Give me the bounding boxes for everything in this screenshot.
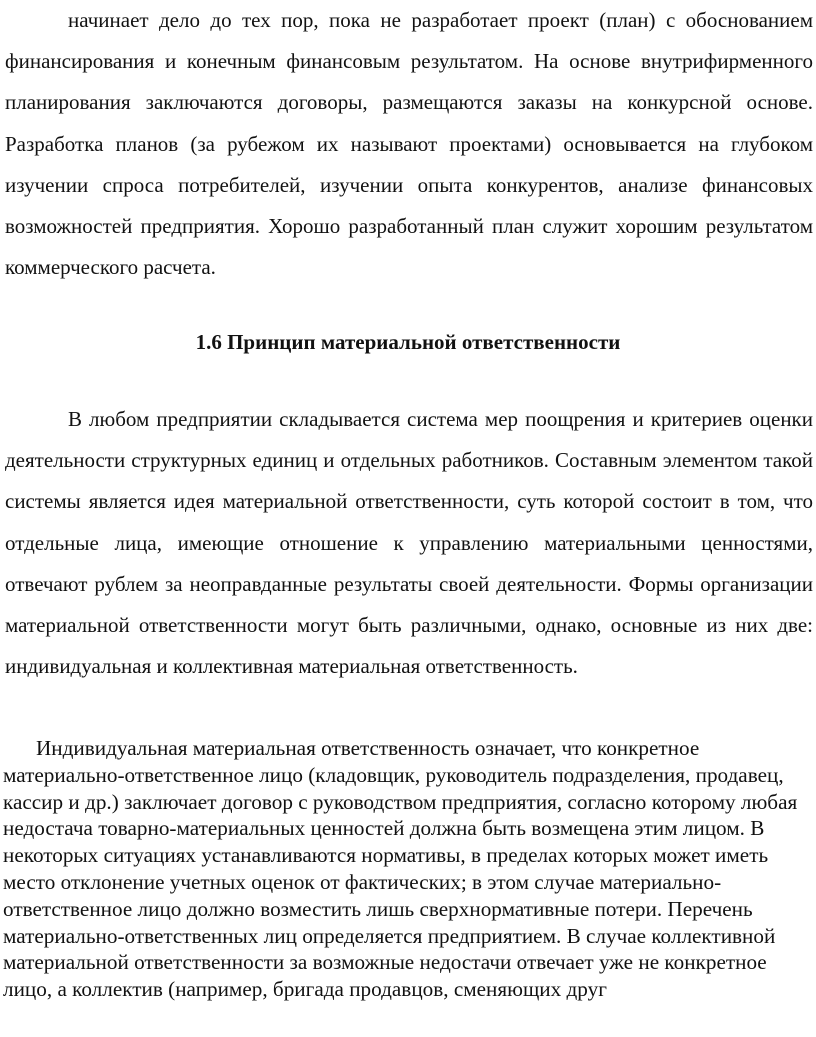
paragraph-1: начинает дело до тех пор, пока не разработает проект (план) с обоснованием финансирования и конечным финансовым результатом. На основе внутрифирменного планирования заключаются договоры, размещаются заказы на конкурсной основе. Разработка планов (за рубежом их называют проектами) основывается на глубоком изучении спроса потребителей, изучении опыта конкурентов, анализе финансовых возможностей предприятия. Хорошо разработанный план служит хорошим результатом коммерческого расчета. [5,8,813,280]
section-heading: 1.6 Принцип материальной ответственности [195,330,621,354]
paragraph-2: В любом предприятии складывается система мер поощрения и критериев оценки деятельности структурных единиц и отдельных работников. Составным элементом такой системы является идея материальной ответственности, суть которой состоит в том, что отдельные лица, имеющие отношение к управлению материальными ценностями, отвечают рублем за неоправданные результаты своей деятельности. Формы организации материальной ответственности могут быть различными, однако, основные из них две: индивидуальная и коллективная материальная ответственность. [5,407,813,679]
paragraph-3: Индивидуальная материальная ответственность означает, что конкретное материально-ответственное лицо (кладовщик, руководитель подразделения, продавец, кассир и др.) заключает договор с руководством предприятия, согласно которому любая недостача товарно-материальных ценностей должна быть возмещена этим лицом. В некоторых ситуациях устанавливаются нормативы, в пределах которых может иметь место отклонение учетных оценок от фактических; в этом случае материально-ответственное лицо должно возместить лишь сверхнормативные потери. Перечень материально-ответственных лиц определяется предприятием. В случае коллективной материальной ответственности за возможные недостачи отвечает уже не конкретное лицо, а коллектив (например, бригада продавцов, сменяющих друг [3,736,798,1002]
